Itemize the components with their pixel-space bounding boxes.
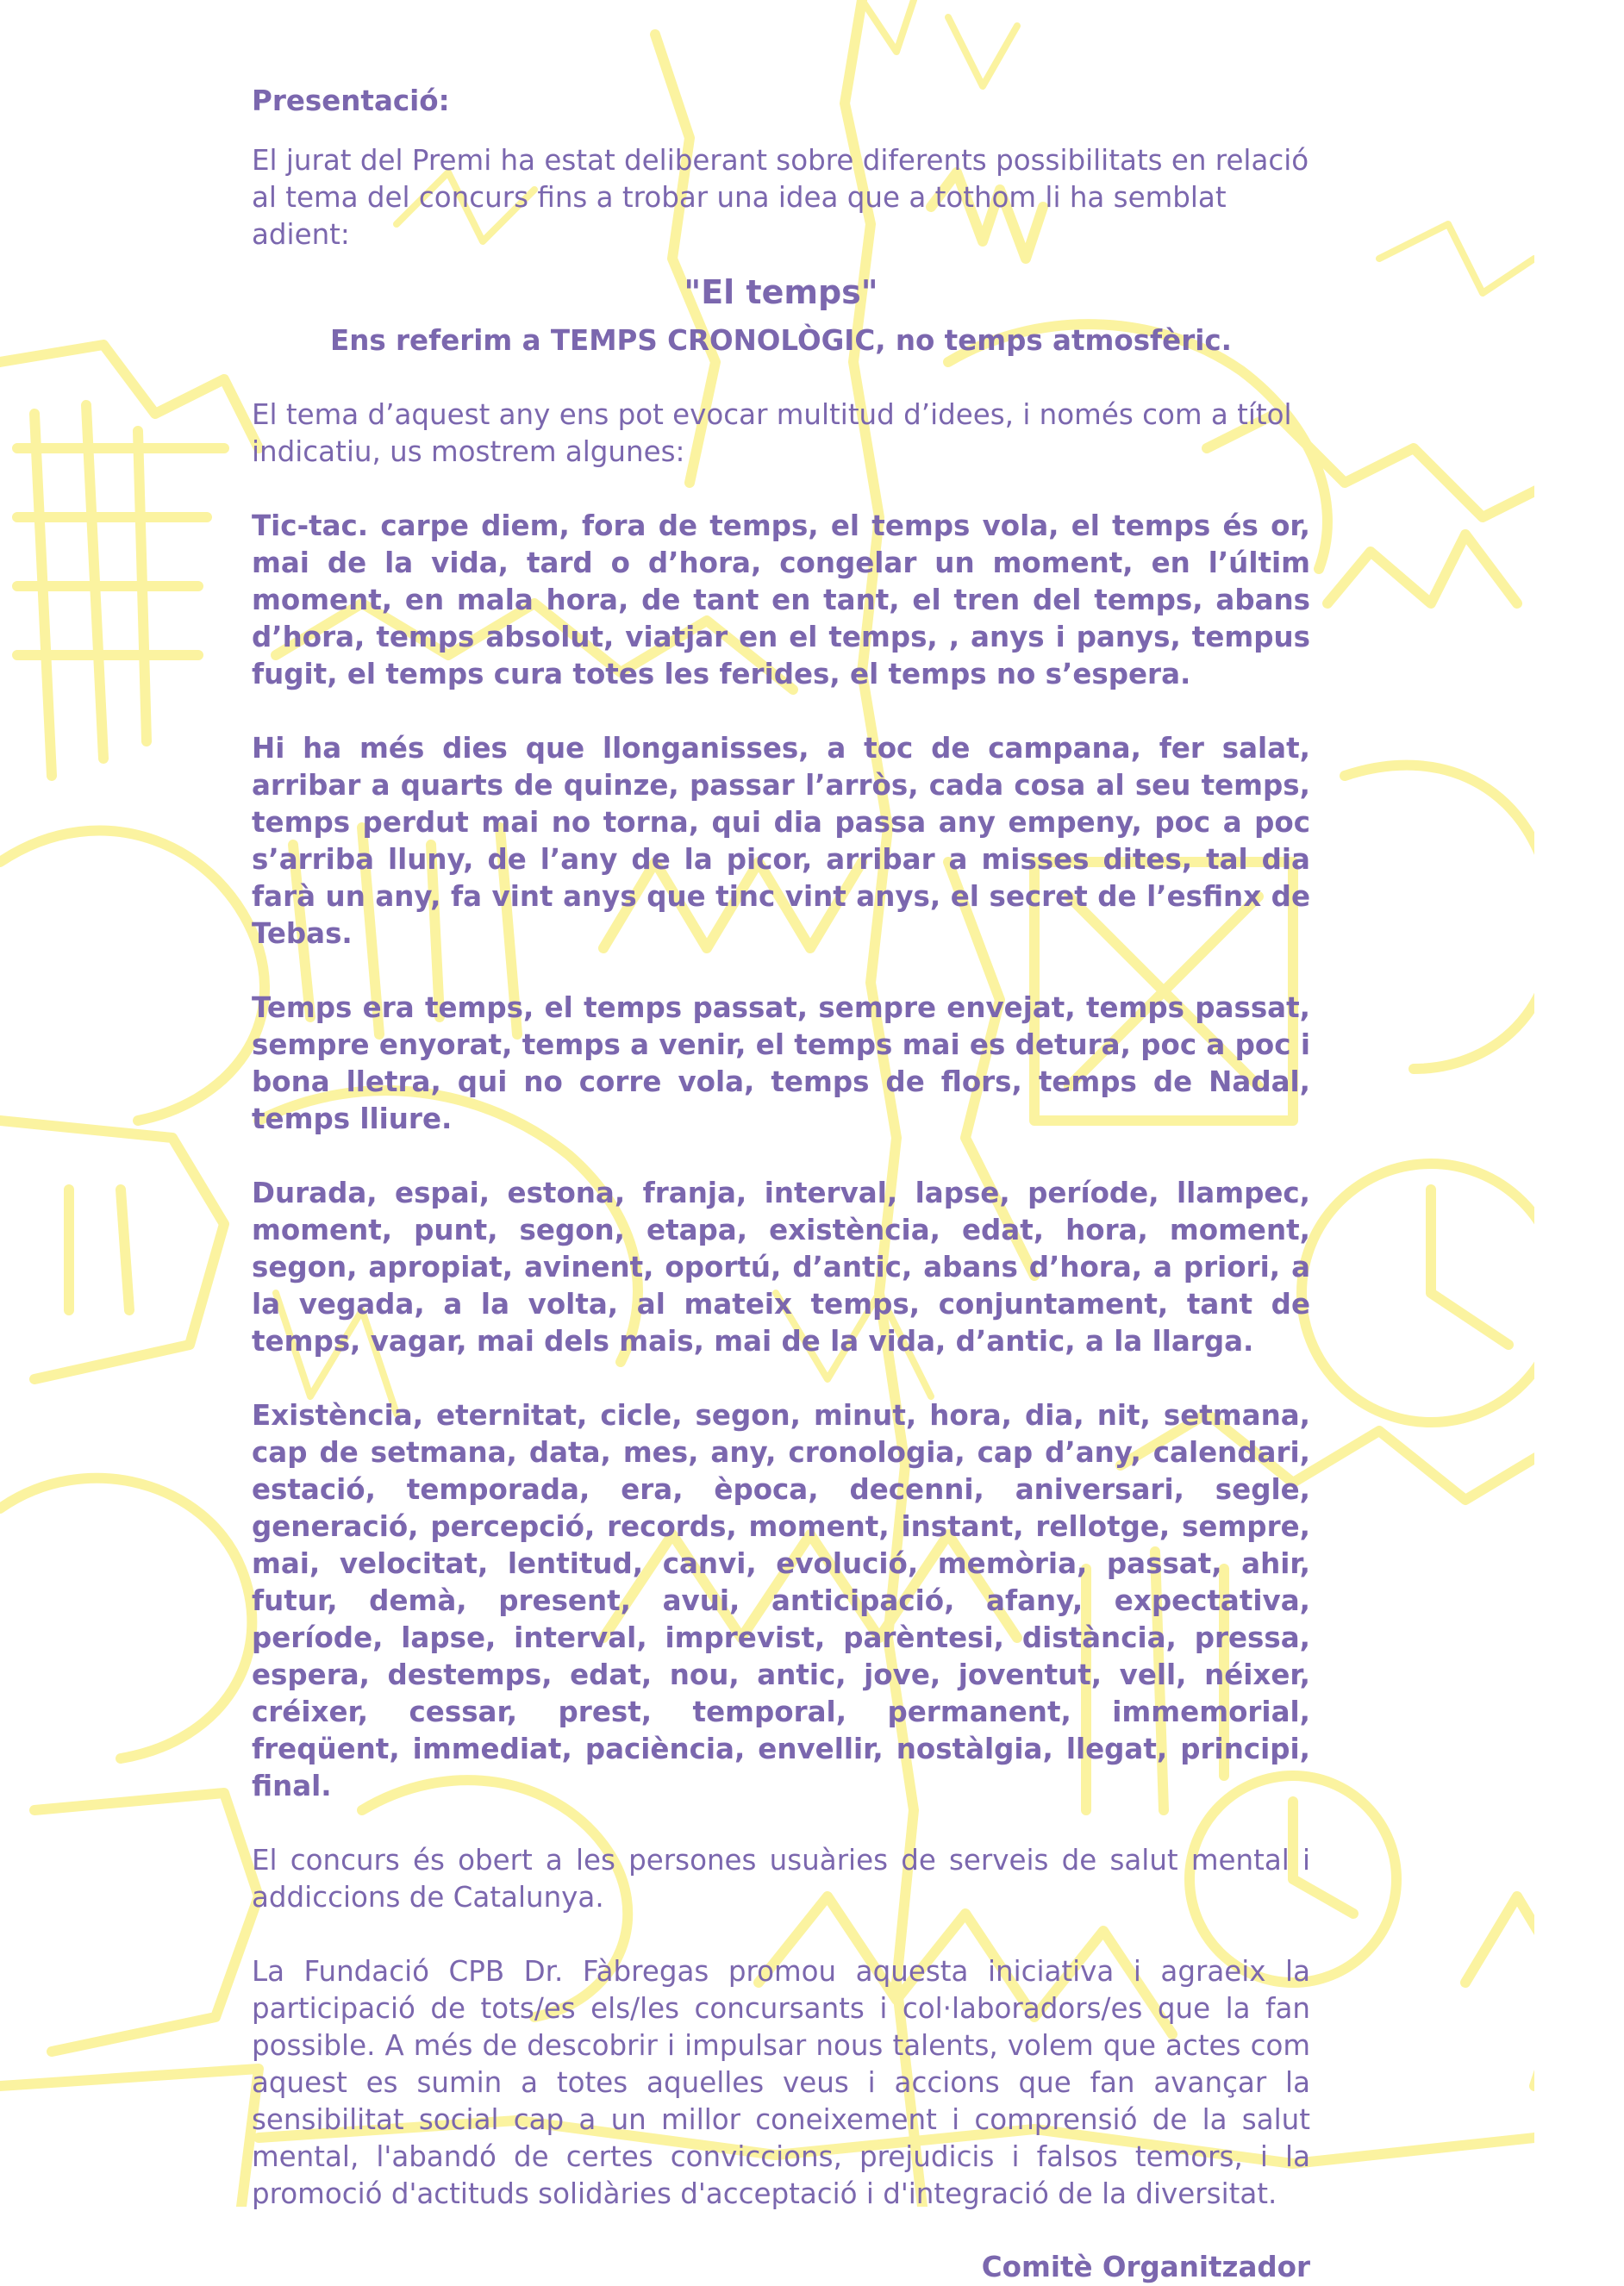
ideas-paragraph-3: Temps era temps, el temps passat, sempre envejat, temps passat, sempre enyorat, temps a venir, el temps mai es detura, poc a poc i bona lletra, qui no corre vola, temps de flors, temps de Nadal, temps lliure.	[252, 991, 1310, 1135]
presentation-text-block	[252, 83, 1310, 2286]
eligibility-paragraph: El concurs és obert a les persones usuàries de serveis de salut mental i addiccions de Catalunya.	[252, 1844, 1310, 1914]
ideas-paragraph-4: Durada, espai, estona, franja, interval, lapse, període, llampec, moment, punt, segon, etapa, existència, edat, hora, moment, segon, apropiat, avinent, oportú, d’antic, abans d’hora, a priori, a la vegada, a la volta, al mateix temps, conjuntament, tant de temps, vagar, mai dels mais, mai de la vida, d’antic, a la llarga.	[252, 1177, 1310, 1358]
ideas-paragraph-2: Hi ha més dies que llonganisses, a toc de campana, fer salat, arribar a quarts de quinze, passar l’arròs, cada cosa al seu temps, temps perdut mai no torna, qui dia passa any empeny, poc a poc s’arriba lluny, de l’any de la picor, arribar a misses dites, tal dia farà un any, fa vint anys que tinc vint anys, el secret de l’esfinx de Tebas.	[252, 732, 1310, 950]
closing-paragraph: La Fundació CPB Dr. Fàbregas promou aquesta iniciativa i agraeix la participació de tots/es els/les concursants i col·laboradors/es que la fan possible. A més de descobrir i impulsar nous talents, volem que actes com aquest es sumin a totes aquelles veus i accions que fan avançar la sensibilitat social cap a un millor coneixement i comprensió de la salut mental, l'abandó de certes conviccions, prejudicis i falsos temors, i la promoció d'actituds solidàries d'acceptació i d'integració de la diversitat.	[252, 1955, 1310, 2210]
ideas-paragraph-1: Tic-tac. carpe diem, fora de temps, el temps vola, el temps és or, mai de la vida, tard o d’hora, congelar un moment, en l’últim moment, en mala hora, de tant en tant, el tren del temps, abans d’hora, temps absolut, viatjar en el temps, , anys i panys, tempus fugit, el temps cura totes les ferides, el temps no s’espera.	[252, 509, 1310, 690]
ideas-paragraph-5: Existència, eternitat, cicle, segon, minut, hora, dia, nit, setmana, cap de setmana, data, mes, any, cronologia, cap d’any, calendari, estació, temporada, era, època, decenni, aniversari, segle, generació, percepció, records, moment, instant, rellotge, sempre, mai, velocitat, lentitud, canvi, evolució, memòria, passat, ahir, futur, demà, present, avui, anticipació, afany, expectativa, període, lapse, interval, imprevist, parèntesi, distància, pressa, espera, destemps, edat, nou, antic, jove, joventut, vell, néixer, créixer, cessar, prest, temporal, permanent, immemorial, freqüent, immediat, paciència, envellir, nostàlgia, llegat, principi, final.	[252, 1399, 1310, 1802]
intro-paragraph: El jurat del Premi ha estat deliberant sobre diferents possibilitats en relació al tema del concurs fins a trobar una idea que a tothom li ha semblat adient:	[252, 144, 1309, 251]
lead-paragraph: El tema d’aquest any ens pot evocar multitud d’idees, i només com a títol indicatiu, us mostrem algunes:	[252, 398, 1292, 468]
theme-subtitle: Ens referim a TEMPS CRONOLÒGIC, no temps atmosfèric.	[330, 324, 1232, 357]
signature: Comitè Organitzador	[981, 2251, 1310, 2283]
theme-title: "El temps"	[684, 273, 878, 311]
section-heading: Presentació:	[252, 84, 450, 117]
